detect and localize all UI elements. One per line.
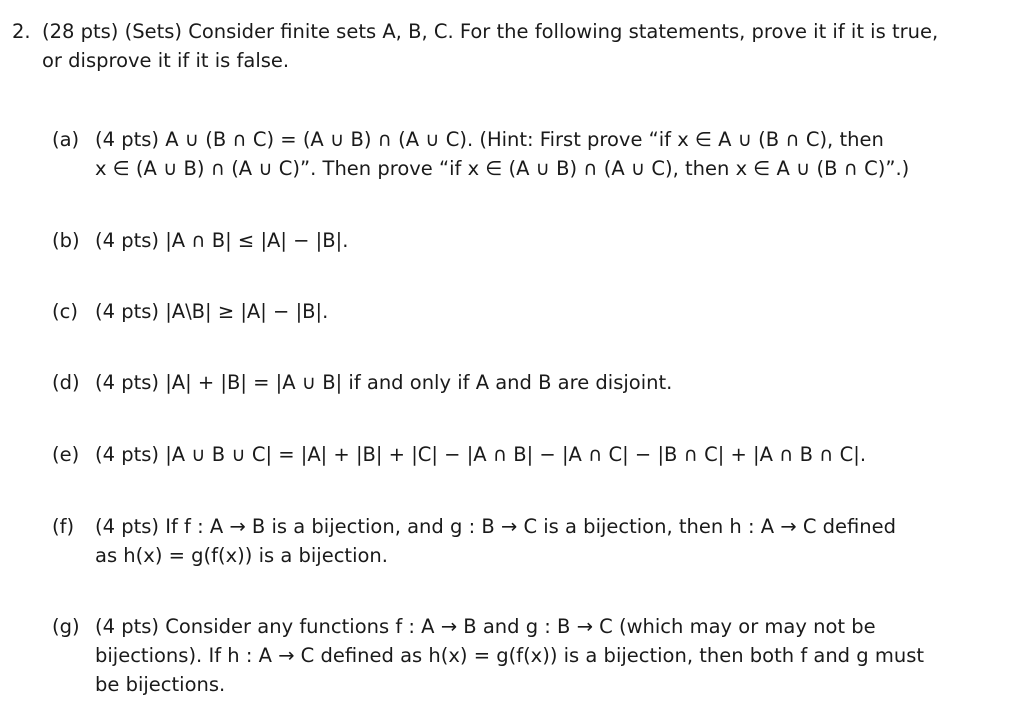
part-c-line1: (4 pts) |A\B| ≥ |A| − |B|. — [95, 300, 329, 323]
part-a-line1: (4 pts) A ∪ (B ∩ C) = (A ∪ B) ∩ (A ∪ C). (Hint: First prove “if x ∈ A ∪ (B ∩ C), then — [95, 128, 884, 151]
part-f-line2: as h(x) = g(f(x)) is a bijection. — [95, 544, 388, 567]
problem-header-line2: or disprove it if it is false. — [42, 49, 290, 72]
part-a-label: (a) — [52, 128, 80, 151]
part-a-line2: x ∈ (A ∪ B) ∩ (A ∪ C)”. Then prove “if x ∈ (A ∪ B) ∩ (A ∪ C), then x ∈ A ∪ (B ∩ C)”.) — [95, 157, 910, 180]
part-e-line1: (4 pts) |A ∪ B ∪ C| = |A| + |B| + |C| − |A ∩ B| − |A ∩ C| − |B ∩ C| + |A ∩ B ∩ C|. — [95, 443, 867, 466]
part-c-label: (c) — [52, 300, 78, 323]
part-g-line1: (4 pts) Consider any functions f : A → B and g : B → C (which may or may not be — [95, 615, 876, 638]
problem-number: 2. — [12, 20, 31, 43]
part-e-label: (e) — [52, 443, 80, 466]
part-b-line1: (4 pts) |A ∩ B| ≤ |A| − |B|. — [95, 229, 349, 252]
part-g-line3: be bijections. — [95, 673, 226, 696]
part-g-label: (g) — [52, 615, 80, 638]
part-g-line2: bijections). If h : A → C defined as h(x) = g(f(x)) is a bijection, then both f and g must — [95, 644, 924, 667]
part-f-line1: (4 pts) If f : A → B is a bijection, and g : B → C is a bijection, then h : A → C defined — [95, 515, 897, 538]
part-f-label: (f) — [52, 515, 75, 538]
part-d-label: (d) — [52, 371, 80, 394]
problem-header-line1: (28 pts) (Sets) Consider finite sets A, B, C. For the following statements, prove it if it is true, — [42, 20, 939, 43]
part-d-line1: (4 pts) |A| + |B| = |A ∪ B| if and only if A and B are disjoint. — [95, 371, 673, 394]
part-b-label: (b) — [52, 229, 80, 252]
